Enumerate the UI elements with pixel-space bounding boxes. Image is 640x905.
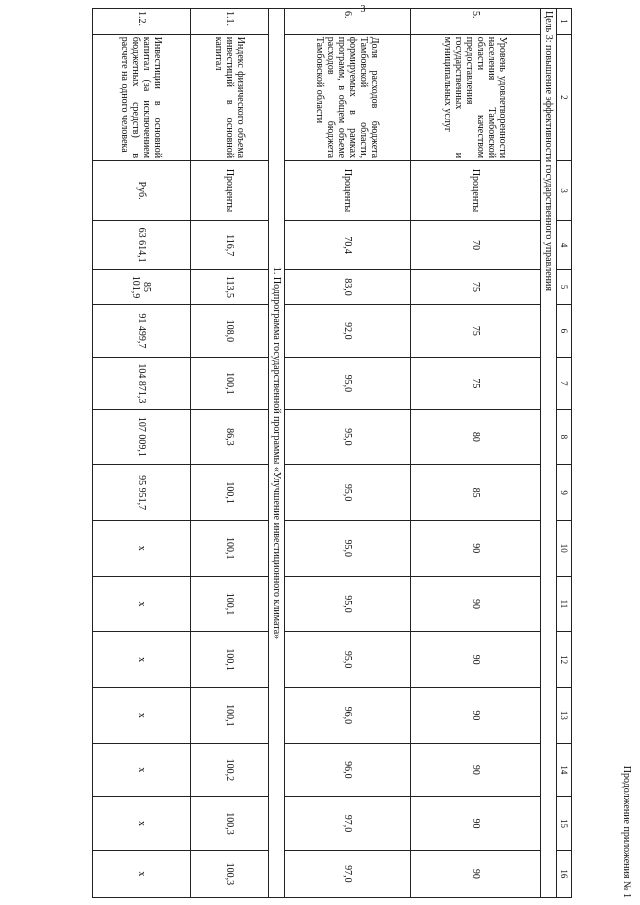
header-cell: 9: [557, 465, 572, 521]
value-cell: x: [93, 850, 191, 897]
header-row: [557, 9, 572, 898]
value-cell: x: [93, 520, 191, 576]
value-cell: x: [93, 743, 191, 797]
header-cell: 8: [557, 409, 572, 465]
value-cell: 100,1: [191, 576, 269, 632]
header-cell: 5: [557, 270, 572, 304]
value-cell: 96,0: [285, 687, 411, 743]
indicator-name: Доля расходов бюджета Тамбовской области, формируемых в рамках программ, в общем объеме расходов бюджета Тамбовской области: [285, 34, 411, 160]
indicator-name: Инвестиции в основной капитал (за исключением бюджетных средств) в расчете на одного человека: [93, 34, 191, 160]
value-cell: 63 614,1: [93, 221, 191, 270]
goal-row: [541, 9, 557, 898]
header-cell: 15: [557, 797, 572, 851]
value-cell: 100,1: [191, 465, 269, 521]
value-cell: 90: [411, 520, 541, 576]
value-cell: x: [93, 797, 191, 851]
continuation-label: Продолжение приложения № 1: [621, 765, 632, 898]
value-cell: 70: [411, 221, 541, 270]
header-cell: 3: [557, 161, 572, 221]
goal-cell: Цель 3: повышение эффективности государственного управления: [541, 9, 557, 898]
unit-cell: Руб.: [93, 161, 191, 221]
value-cell: 95,0: [285, 520, 411, 576]
row-number: 6.: [285, 9, 411, 35]
table-row: [93, 9, 191, 898]
subprogram-row: [269, 9, 285, 898]
value-cell: 95,0: [285, 409, 411, 465]
header-cell: 4: [557, 221, 572, 270]
value-cell: 90: [411, 743, 541, 797]
value-cell: 75: [411, 358, 541, 409]
unit-cell: Проценты: [285, 161, 411, 221]
value-cell: x: [93, 576, 191, 632]
table-row: [285, 9, 411, 898]
value-cell: 95,0: [285, 632, 411, 688]
value-cell: 107 009,1: [93, 409, 191, 465]
subprogram-cell: 1. Подпрограмма государственной программы «Улучшение инвестиционного климата»: [269, 9, 285, 898]
value-cell: 95,0: [285, 358, 411, 409]
header-cell: 7: [557, 358, 572, 409]
value-cell: 91 499,7: [93, 304, 191, 358]
header-cell: 12: [557, 632, 572, 688]
row-number: 5.: [411, 9, 541, 35]
value-cell: 100,2: [191, 743, 269, 797]
header-cell: 2: [557, 34, 572, 160]
header-cell: 11: [557, 576, 572, 632]
header-cell: 13: [557, 687, 572, 743]
value-cell: 75: [411, 304, 541, 358]
value-cell: 95,0: [285, 465, 411, 521]
unit-cell: Проценты: [191, 161, 269, 221]
unit-cell: Проценты: [411, 161, 541, 221]
value-cell: 96,0: [285, 743, 411, 797]
value-cell: 70,4: [285, 221, 411, 270]
value-cell: 90: [411, 850, 541, 897]
row-number: 1.1.: [191, 9, 269, 35]
page-number: 3: [360, 4, 366, 15]
value-cell: 75: [411, 270, 541, 304]
value-cell: 100,3: [191, 797, 269, 851]
value-cell: x: [93, 687, 191, 743]
value-cell: 85 101,9: [93, 270, 191, 304]
value-cell: 86,3: [191, 409, 269, 465]
row-number: 1.2.: [93, 9, 191, 35]
value-cell: 95,0: [285, 576, 411, 632]
value-cell: 80: [411, 409, 541, 465]
value-cell: 100,1: [191, 520, 269, 576]
value-cell: 95 951,7: [93, 465, 191, 521]
value-cell: 97,0: [285, 850, 411, 897]
header-cell: 14: [557, 743, 572, 797]
value-cell: 100,1: [191, 687, 269, 743]
rotated-page: [32, 8, 632, 898]
value-cell: 90: [411, 632, 541, 688]
value-cell: 92,0: [285, 304, 411, 358]
value-cell: 113,5: [191, 270, 269, 304]
value-cell: 108,0: [191, 304, 269, 358]
table-row: [191, 9, 269, 898]
value-cell: 100,1: [191, 632, 269, 688]
value-cell: 100,3: [191, 850, 269, 897]
value-cell: 100,1: [191, 358, 269, 409]
value-cell: 90: [411, 797, 541, 851]
indicator-name: Уровень удовлетворенности населения Тамбовской области качеством предоставления государственных и муниципальных услуг: [411, 34, 541, 160]
header-cell: 1: [557, 9, 572, 35]
indicator-name: Индекс физического объема инвестиций в основной капитал: [191, 34, 269, 160]
header-cell: 10: [557, 520, 572, 576]
header-cell: 6: [557, 304, 572, 358]
value-cell: 83,0: [285, 270, 411, 304]
value-cell: 90: [411, 576, 541, 632]
value-cell: 90: [411, 687, 541, 743]
value-cell: 116,7: [191, 221, 269, 270]
value-cell: 104 871,3: [93, 358, 191, 409]
table-row: [411, 9, 541, 898]
indicators-table: [92, 8, 572, 898]
value-cell: 85: [411, 465, 541, 521]
value-cell: x: [93, 632, 191, 688]
header-cell: 16: [557, 850, 572, 897]
value-cell: 97,0: [285, 797, 411, 851]
